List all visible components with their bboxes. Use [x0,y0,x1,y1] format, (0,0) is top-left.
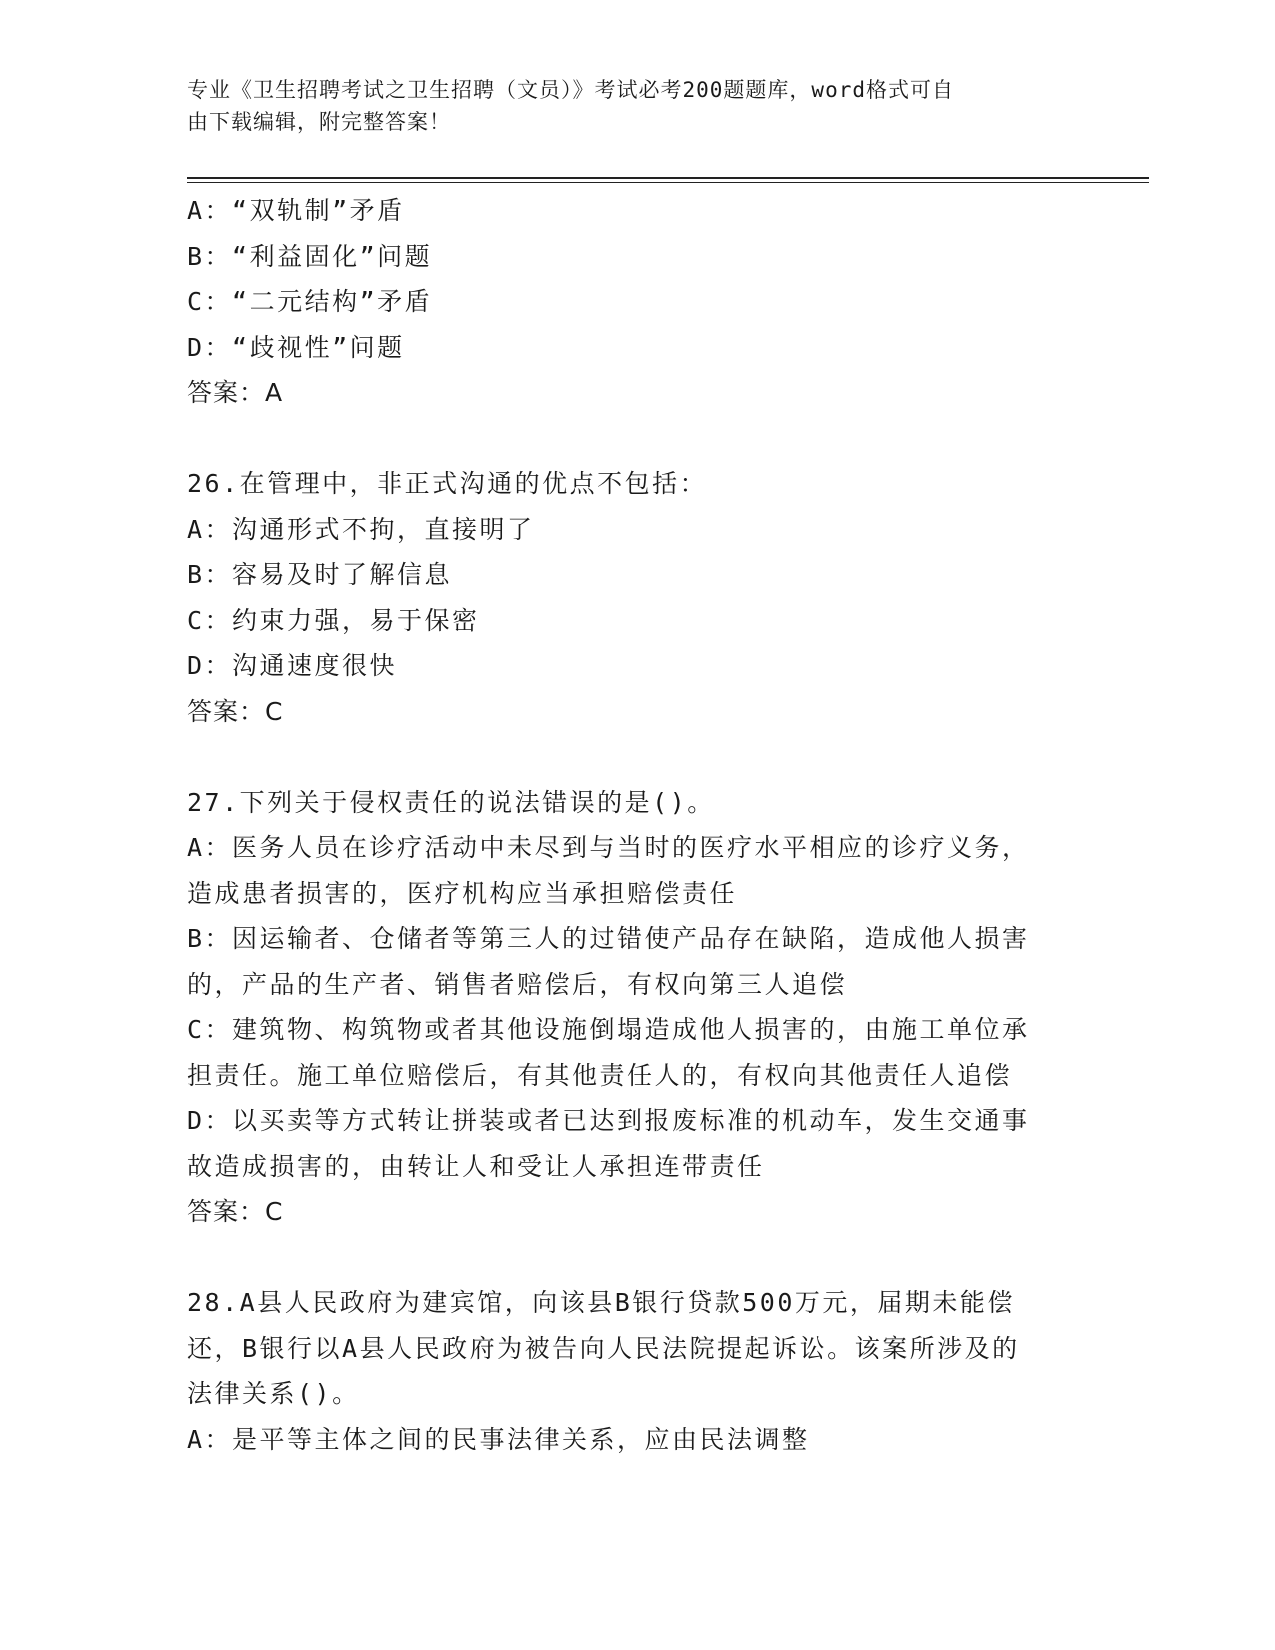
question-list [187,188,1087,1462]
question-25 [187,188,1087,416]
spacer [187,416,1087,462]
option-c: C：约束力强，易于保密 [187,605,480,635]
answer-label: 答案：A [187,378,284,407]
option-a: A：是平等主体之间的民事法律关系，应由民法调整 [187,1424,810,1454]
question-27 [187,780,1087,1235]
option-c-line-2: 担责任。施工单位赔偿后，有其他责任人的，有权向其他责任人追偿 [187,1060,1013,1090]
option-d-line-1: D：以买卖等方式转让拼装或者已达到报废标准的机动车，发生交通事 [187,1106,1030,1135]
question-stem-line-2: 还，B银行以A县人民政府为被告向人民法院提起诉讼。该案所涉及的 [187,1333,1020,1363]
option-b-line-2: 的，产品的生产者、销售者赔偿后，有权向第三人追偿 [187,969,848,999]
answer-label: 答案：C [187,1197,284,1226]
document-header [187,74,1067,138]
question-stem-line-1: 28.A县人民政府为建宾馆，向该县B银行贷款500万元，届期未能偿 [187,1288,1015,1317]
answer-label: 答案：C [187,696,284,726]
header-title-line-2: 由下载编辑，附完整答案！ [187,110,451,134]
question-stem: 27.下列关于侵权责任的说法错误的是()。 [187,787,715,817]
option-c: C：“二元结构”矛盾 [187,287,433,316]
option-d-line-2: 故造成损害的，由转让人和受让人承担连带责任 [187,1151,765,1181]
option-a-line-2: 造成患者损害的，医疗机构应当承担赔偿责任 [187,878,738,908]
spacer [187,734,1087,780]
question-stem-line-3: 法律关系()。 [187,1379,360,1408]
option-d: D：沟通速度很快 [187,651,398,680]
question-26 [187,461,1087,734]
option-b-line-1: B：因运输者、仓储者等第三人的过错使产品存在缺陷，造成他人损害 [187,924,1030,953]
header-title-line-1: 专业《卫生招聘考试之卫生招聘（文员）》考试必考200题题库，word格式可自 [187,78,954,102]
option-a: A：“双轨制”矛盾 [187,196,405,225]
question-stem: 26.在管理中，非正式沟通的优点不包括： [187,469,708,498]
spacer [187,1235,1087,1281]
option-a: A：沟通形式不拘，直接明了 [187,514,535,544]
option-d: D：“歧视性”问题 [187,332,405,362]
option-a-line-1: A：医务人员在诊疗活动中未尽到与当时的医疗水平相应的诊疗义务， [187,833,1030,862]
question-28 [187,1280,1087,1462]
option-b: B：“利益固化”问题 [187,241,433,271]
header-divider-thick [187,177,1149,179]
header-divider-thin [187,182,1149,183]
option-b: B：容易及时了解信息 [187,560,453,589]
option-c-line-1: C：建筑物、构筑物或者其他设施倒塌造成他人损害的，由施工单位承 [187,1015,1030,1044]
